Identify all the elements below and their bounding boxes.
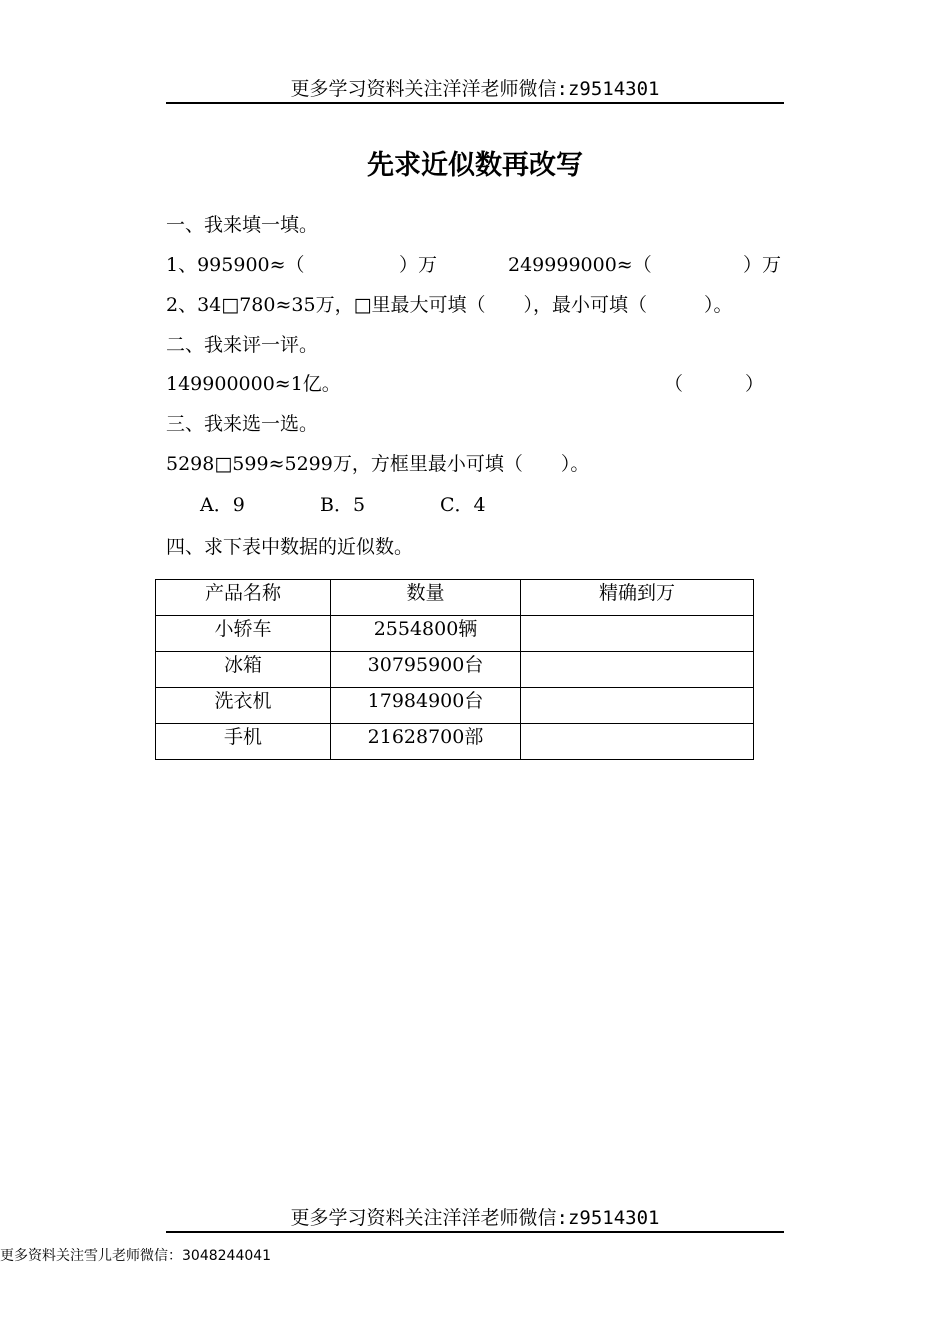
judgement-answer-right: ） <box>745 373 765 395</box>
product-name-cell: 小轿车 <box>156 616 331 652</box>
table-header-row <box>156 580 754 616</box>
page-title: 先求近似数再改写 <box>367 150 583 181</box>
answer-cell[interactable] <box>521 724 754 760</box>
quantity-cell: 17984900台 <box>331 688 521 724</box>
page-header: 更多学习资料关注洋洋老师微信:z9514301 <box>166 76 784 104</box>
quantity-cell: 30795900台 <box>331 652 521 688</box>
question-1a-left: 1、995900≈（ <box>166 254 305 276</box>
answer-cell[interactable] <box>521 616 754 652</box>
question-1b-right: ）万 <box>743 254 782 276</box>
quantity-cell: 21628700部 <box>331 724 521 760</box>
answer-cell[interactable] <box>521 688 754 724</box>
table-row <box>156 688 754 724</box>
section-1-heading: 一、我来填一填。 <box>166 214 319 236</box>
section-2-heading: 二、我来评一评。 <box>166 334 319 356</box>
table-row <box>156 616 754 652</box>
table-header-cell: 产品名称 <box>156 580 331 616</box>
choice-question: 5298□599≈5299万，方框里最小可填（ ）。 <box>166 453 590 475</box>
option-a: A．9 <box>200 494 245 516</box>
question-1a-right: ）万 <box>399 254 438 276</box>
option-c: C．4 <box>440 494 486 516</box>
section-3-heading: 三、我来选一选。 <box>166 413 319 435</box>
product-name-cell: 冰箱 <box>156 652 331 688</box>
question-1b-left: 249999000≈（ <box>508 254 652 276</box>
section-4-heading: 四、求下表中数据的近似数。 <box>166 536 414 558</box>
quantity-cell: 2554800辆 <box>331 616 521 652</box>
watermark-text: 更多资料关注雪儿老师微信：3048244041 <box>0 1248 272 1264</box>
judgement-statement: 149900000≈1亿。 <box>166 373 341 395</box>
table-row <box>156 652 754 688</box>
page-footer: 更多学习资料关注洋洋老师微信:z9514301 <box>166 1205 784 1233</box>
product-name-cell: 洗衣机 <box>156 688 331 724</box>
option-b: B．5 <box>320 494 366 516</box>
table-header-cell: 数量 <box>331 580 521 616</box>
table-row <box>156 724 754 760</box>
product-name-cell: 手机 <box>156 724 331 760</box>
answer-cell[interactable] <box>521 652 754 688</box>
products-table <box>155 579 754 760</box>
table-header-cell: 精确到万 <box>521 580 754 616</box>
question-2: 2、34□780≈35万，□里最大可填（ ），最小可填（ ）。 <box>166 294 733 316</box>
judgement-answer-left: （ <box>664 373 684 395</box>
